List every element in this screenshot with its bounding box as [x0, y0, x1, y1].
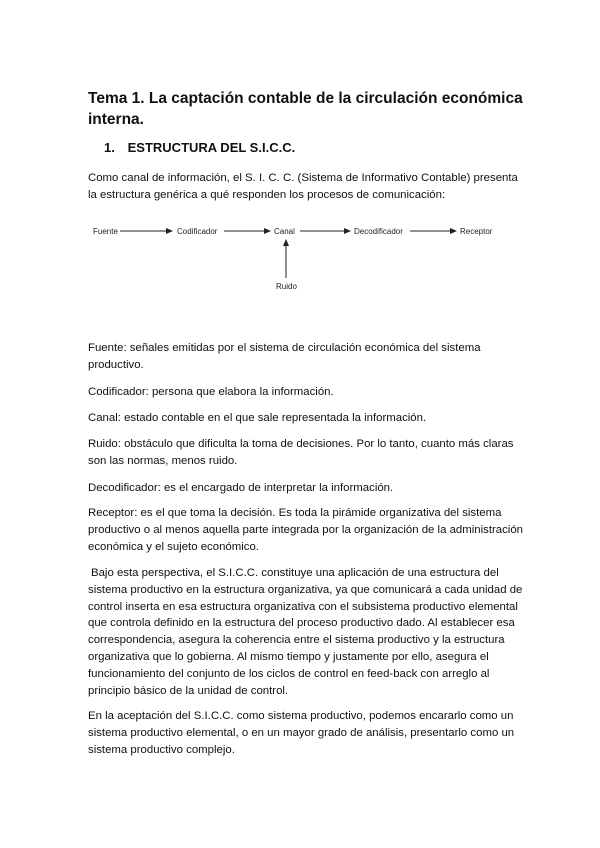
definition-decodificador: Decodificador: es el encargado de interpretar la información. [88, 482, 394, 494]
diagram-node-codificador: Codificador [177, 227, 218, 236]
intro-paragraph: Como canal de información, el S. I. C. C. (Sistema de Informativo Contable) presenta la estructura genérica a qué responden los procesos de comunicación: [88, 172, 518, 201]
section-number: 1. [104, 140, 115, 155]
definition-fuente: Fuente: señales emitidas por el sistema de circulación económica del sistema productivo. [88, 342, 481, 371]
diagram-node-ruido: Ruido [276, 282, 297, 291]
definition-ruido: Ruido: obstáculo que dificulta la toma de decisiones. Por lo tanto, cuanto más claras son las normas, menos ruido. [88, 438, 514, 467]
page-title: Tema 1. La captación contable de la circulación económica interna. [88, 90, 523, 128]
communication-diagram [88, 216, 508, 296]
paragraph-aceptacion: En la aceptación del S.I.C.C. como sistema productivo, podemos encararlo como un sistema productivo elemental, o en un mayor grado de análisis, presentarlo como un sistema productivo complejo. [88, 710, 515, 756]
diagram-node-fuente: Fuente [93, 227, 118, 236]
paragraph-perspectiva: Bajo esta perspectiva, el S.I.C.C. constituye una aplicación de una estructura del sistema productivo en la estructura organizativa, ya que comunicará a cada unidad de control inserta en esa estructura organizativa con el subsistema productivo elemental que controla definido en la estructura del proceso productivo dado. Al establecer esa correspondencia, asegura la coherencia entre el sistema productivo y la estructura organizativa que lo gobierna. Al mismo tiempo y justamente por ello, asegura el funcionamiento del conjunto de los ciclos de control en feed-back con arreglo al principio básico de la unidad de control. [88, 567, 523, 697]
diagram-node-decodificador: Decodificador [354, 227, 403, 236]
section-title: ESTRUCTURA DEL S.I.C.C. [127, 140, 296, 155]
definition-codificador: Codificador: persona que elabora la información. [88, 386, 334, 398]
diagram-node-receptor: Receptor [460, 227, 493, 236]
section-heading [104, 140, 295, 155]
definition-canal: Canal: estado contable en el que sale representada la información. [88, 412, 427, 424]
diagram-node-canal: Canal [274, 227, 295, 236]
definition-receptor: Receptor: es el que toma la decisión. Es toda la pirámide organizativa del sistema productivo o al menos aquella parte integrada por la organización de la administración económica y el sujeto económico. [88, 507, 524, 553]
